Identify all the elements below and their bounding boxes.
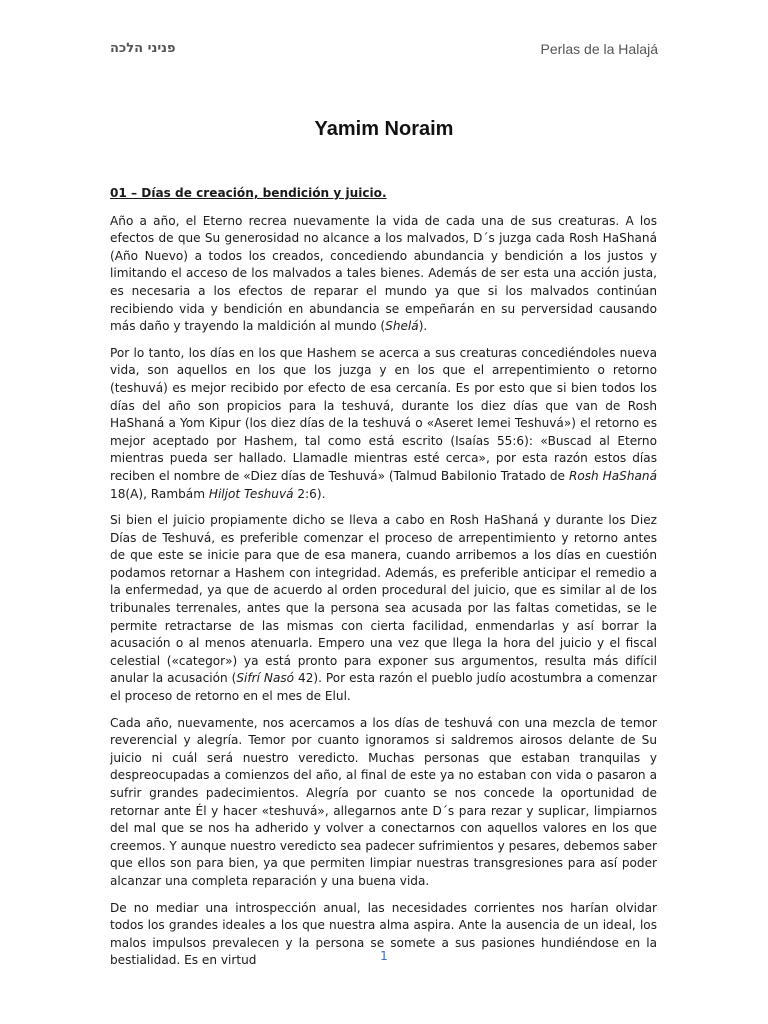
paragraph-2-italic-source-2: Hiljot Teshuvá — [208, 486, 294, 501]
header-spanish-title: Perlas de la Halajá — [540, 41, 658, 57]
page-title: Yamim Noraim — [314, 118, 454, 140]
paragraph-2 — [110, 345, 657, 503]
paragraph-3-text-b: 42). Por esta razón el pueblo judío acostumbra a comenzar el proceso de retorno en el mes de Elul. — [110, 671, 657, 704]
section-heading: 01 – Días de creación, bendición y juicio. — [110, 186, 387, 200]
paragraph-2-text-a: Por lo tanto, los días en los que Hashem se acerca a sus creaturas concediéndoles nueva vida, son aquellos en los que los juzga y en los que el arrepentimiento o retorno (teshuvá) es mejor recibido por efecto de esa cercanía. Es por esto que si bien todos los días del año son propicios para la teshuvá, durante los diez días que van de Rosh HaShaná a Yom Kipur (los diez días de la teshuvá o «Aseret Iemei Teshuvá») el retorno es mejor aceptado por Hashem, tal como está escrito (Isaías 55:6): «Buscad al Eterno mientras pueda ser hallado. Llamadle mientras esté cerca», por esta razón estos días reciben el nombre de «Diez días de Teshuvá» (Talmud Babilonio Tratado de — [110, 345, 657, 483]
paragraph-4: Cada año, nuevamente, nos acercamos a los días de teshuvá con una mezcla de temor reverencial y alegría. Temor por cuanto ignoramos si saldremos airosos delante de Su juicio ni cuál será nuestro veredicto. Muchas personas que estaban tranquilas y despreocupadas a comienzos del año, al final de este ya no estaban con vida o pasaron a sufrir grandes padecimientos. Alegría por cuanto se nos concede la oportunidad de retornar ante Él y hacer «teshuvá», allegarnos ante D´s para rezar y suplicar, limpiarnos del mal que se nos ha adherido y volver a conectarnos con aquellos valores en los que creemos. Y aunque nuestro veredicto sea padecer sufrimientos y pesares, debemos saber que ellos son para bien, ya que permiten limpiar nuestras transgresiones para así poder alcanzar una completa reparación y una buena vida. — [110, 715, 657, 888]
paragraph-1 — [110, 213, 657, 336]
page-number: 1 — [380, 949, 388, 963]
paragraph-1-text-b: ). — [418, 319, 428, 334]
paragraph-3 — [110, 512, 657, 706]
paragraph-1-text-a: Año a año, el Eterno recrea nuevamente la vida de cada una de sus creaturas. A los efectos de que Su generosidad no alcance a los malvados, D´s juzga cada Rosh HaShaná (Año Nuevo) a todos los creados, concediendo abundancia y bendición a los justos y limitando el acceso de los malvados a tales bienes. Además de ser esta una acción justa, es necesaria a los efectos de reparar el mundo ya que si los malvados continúan recibiendo vida y bendición en abundancia se empeñarán en su perversidad causando más daño y trayendo la maldición al mundo ( — [110, 213, 657, 334]
paragraph-5: De no mediar una introspección anual, las necesidades corrientes nos harían olvidar todos los grandes ideales a los que nuestra alma aspira. Ante la ausencia de un ideal, los malos impulsos prevalecen y la persona se somete a sus pasiones hundiéndose en la bestialidad. Es en virtud — [110, 900, 657, 968]
document-body — [110, 185, 657, 979]
paragraph-2-italic-source-1: Rosh HaShaná — [568, 468, 657, 483]
paragraph-1-italic-source: Shelá — [385, 319, 419, 334]
paragraph-2-text-b: 18(A), Rambám — [110, 486, 209, 501]
paragraph-2-text-c: 2:6). — [293, 486, 326, 501]
header-hebrew-title: פניני הלכה — [110, 41, 176, 56]
paragraph-3-text-a: Si bien el juicio propiamente dicho se lleva a cabo en Rosh HaShaná y durante los Diez Días de Teshuvá, es preferible comenzar el proceso de arrepentimiento y retorno antes de que este se inicie para que de esa manera, cuando arribemos a los días en cuestión podamos retornar a Hashem con integridad. Además, es preferible anticipar el remedio a la enfermedad, ya que de acuerdo al orden procedural del juicio, que es similar al de los tribunales terrenales, antes que la persona sea acusada por las faltas cometidas, se le permite retractarse de las mismas con cierta facilidad, enmendarlas y así borrar la acusación o al menos atenuarla. Empero una vez que llega la hora del juicio y el fiscal celestial («categor») ya está pronto para exponer sus argumentos, resulta más difícil anular la acusación ( — [110, 513, 657, 686]
paragraph-3-italic-source: Sifrí Nasó — [236, 671, 295, 686]
